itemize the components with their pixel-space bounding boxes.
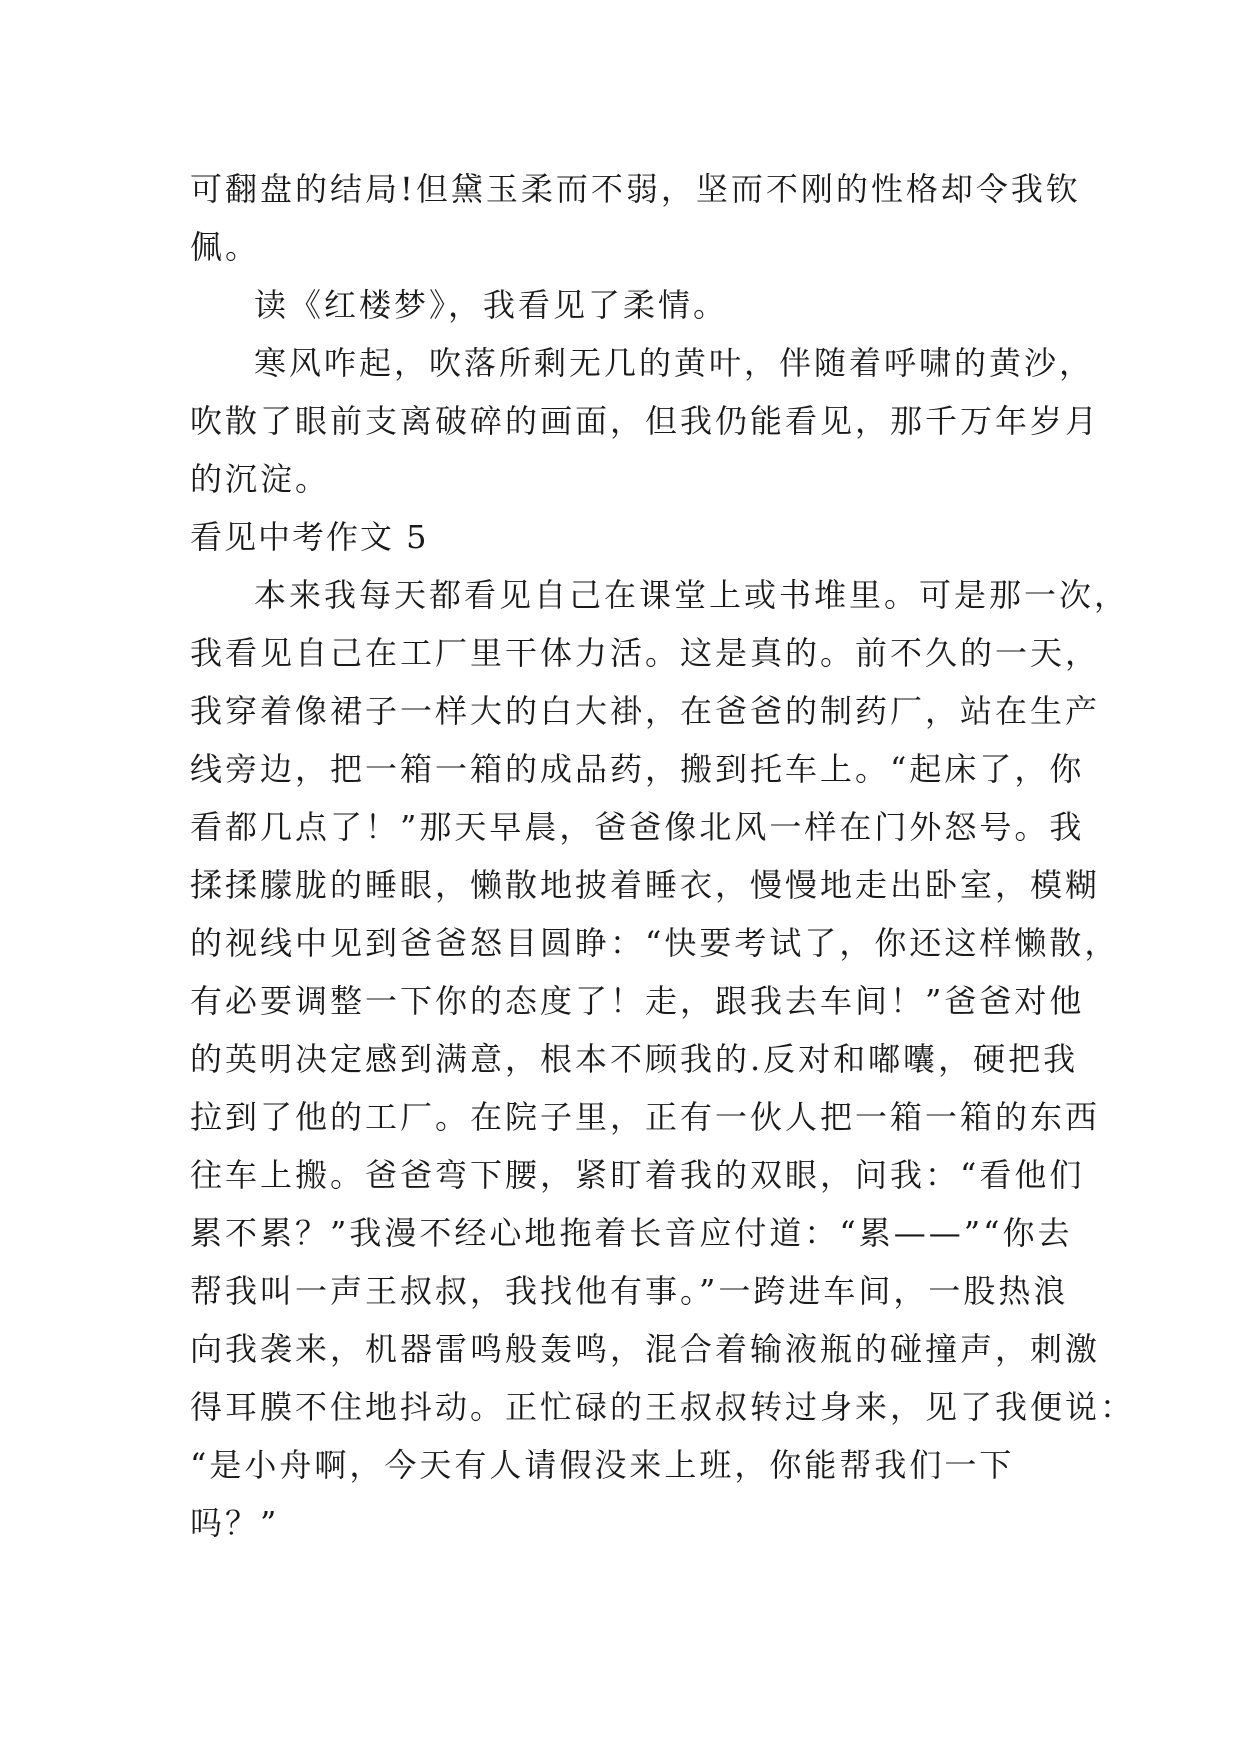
paragraph-line: 的沉淀。 <box>190 460 331 498</box>
paragraph-line: 线旁边，把一箱一箱的成品药，搬到托车上。“起床了，你 <box>190 750 1085 788</box>
paragraph-line: 往车上搬。爸爸弯下腰，紧盯着我的双眼，问我：“看他们 <box>190 1156 1085 1194</box>
paragraph-line: 我看见自己在工厂里干体力活。这是真的。前不久的一天， <box>190 634 1101 672</box>
paragraph-line: 累不累？”我漫不经心地拖着长音应付道：“累——”“你去 <box>190 1214 1073 1252</box>
paragraph-line: 吹散了眼前支离破碎的画面，但我仍能看见，那千万年岁月 <box>190 402 1101 440</box>
paragraph-line: 的英明决定感到满意，根本不顾我的.反对和嘟囔，硬把我 <box>190 1040 1079 1078</box>
paragraph-line: 帮我叫一声王叔叔，我找他有事。”一跨进车间，一股热浪 <box>190 1272 1069 1310</box>
paragraph-line: 吗？” <box>190 1504 280 1542</box>
paragraph-line: 可翻盘的结局!但黛玉柔而不弱，坚而不刚的性格却令我钦 <box>190 170 1081 208</box>
paragraph-line: 拉到了他的工厂。在院子里，正有一伙人把一箱一箱的东西 <box>190 1098 1101 1136</box>
paragraph-line: 有必要调整一下你的态度了！走，跟我去车间！”爸爸对他 <box>190 982 1085 1020</box>
paragraph-line: 佩。 <box>190 228 261 266</box>
paragraph-line: 我穿着像裙子一样大的白大褂，在爸爸的制药厂，站在生产 <box>190 692 1101 730</box>
paragraph-line: 向我袭来，机器雷鸣般轰鸣，混合着输液瓶的碰撞声，刺激 <box>190 1330 1101 1368</box>
paragraph-line: 本来我每天都看见自己在课堂上或书堆里。可是那一次， <box>254 576 1130 614</box>
paragraph-line: 读《红楼梦》，我看见了柔情。 <box>254 286 729 324</box>
paragraph-line: 寒风咋起，吹落所剩无几的黄叶，伴随着呼啸的黄沙， <box>254 344 1095 382</box>
paragraph-line: 看都几点了！”那天早晨，爸爸像北风一样在门外怒号。我 <box>190 808 1085 846</box>
paragraph-line: “是小舟啊，今天有人请假没来上班，你能帮我们一下 <box>190 1446 1015 1484</box>
section-heading: 看见中考作文 5 <box>190 518 429 556</box>
document-body <box>190 160 1136 1552</box>
paragraph-line: 的视线中见到爸爸怒目圆睁：“快要考试了，你还这样懒散， <box>190 924 1120 962</box>
paragraph-line: 得耳膜不住地抖动。正忙碌的王叔叔转过身来，见了我便说： <box>190 1388 1136 1426</box>
paragraph-line: 揉揉朦胧的睡眼，懒散地披着睡衣，慢慢地走出卧室，模糊 <box>190 866 1101 904</box>
